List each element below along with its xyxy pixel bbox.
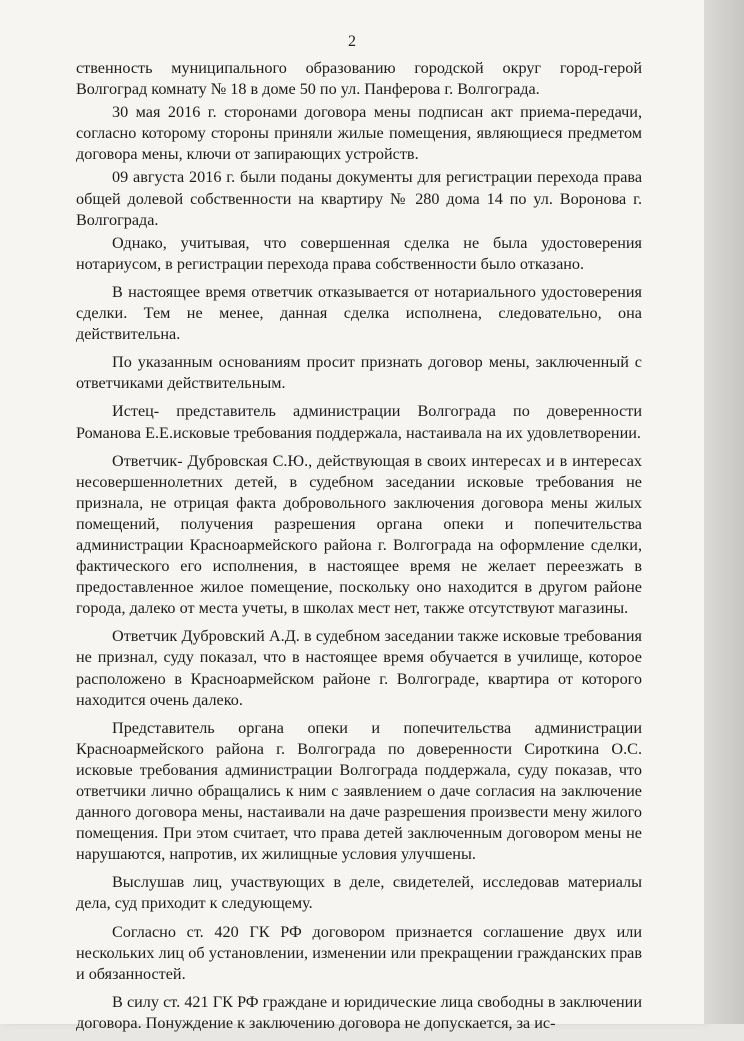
paragraph: В силу ст. 421 ГК РФ граждане и юридические лица свободны в заключении договора. Понуждение к заключению договора не допускается, за ис- xyxy=(76,992,642,1032)
paragraph: Однако, учитывая, что совершенная сделка не была удостоверения нотариусом, в регистрации перехода права собственности было отказано. xyxy=(76,233,642,273)
paragraph: 30 мая 2016 г. сторонами договора мены подписан акт приема-передачи, согласно которому стороны приняли жилые помещения, являющиеся предметом договора мены, ключи от запирающих устройств. xyxy=(76,103,642,164)
paragraph: Ответчик Дубровский А.Д. в судебном заседании также исковые требования не признал, суду показал, что в настоящее время обучается в училище, которое расположено в Красноармейском районе г. Волгограде, квартира от которого находится очень далеко. xyxy=(76,627,642,709)
paragraph: Согласно ст. 420 ГК РФ договором признается соглашение двух или нескольких лиц об установлении, изменении или прекращении гражданских прав и обязанностей. xyxy=(76,922,642,983)
paragraph: 09 августа 2016 г. были поданы документы для регистрации перехода права общей долевой собственности на квартиру № 280 дома 14 по ул. Воронова г. Волгограда. xyxy=(76,168,642,229)
paragraph: Истец- представитель администрации Волгограда по доверенности Романова Е.Е.исковые требования поддержала, настаивала на их удовлетворении. xyxy=(76,402,642,442)
paragraph: Представитель органа опеки и попечительства администрации Красноармейского района г. Волгограда по доверенности Сироткина О.С. исковые требования администрации Волгограда поддержала, суду показав, что ответчики лично обращались к ним с заявлением о даче согласия на заключение данного договора мены, настаивали на даче разрешения произвести мену жилого помещения. При этом считает, что права детей заключенным договором мены не нарушаются, напротив, их жилищные условия улучшены. xyxy=(76,718,642,864)
scan-edge xyxy=(704,0,744,1024)
paragraph: По указанным основаниям просит признать договор мены, заключенный с ответчиками действительным. xyxy=(76,353,642,393)
document-body xyxy=(76,58,642,1041)
page-number: 2 xyxy=(348,33,356,50)
paragraph: Ответчик- Дубровская С.Ю., действующая в своих интересах и в интересах несовершеннолетних детей, в судебном заседании исковые требования не признала, не отрицая факта добровольного заключения договора мены жилых помещений, получения разрешения органа опеки и попечительства администрации Красноармейского района г. Волгограда на оформление сделки, фактического его исполнения, в настоящее время не желает переезжать в предоставленное жилое помещение, поскольку оно находится в другом районе города, далеко от места учеты, в школах мест нет, также отсутствуют магазины. xyxy=(76,451,642,618)
paragraph: ственность муниципального образованию городской округ город-герой Волгоград комнату № 18 в доме 50 по ул. Панферова г. Волгограда. xyxy=(76,59,642,99)
paragraph: Выслушав лиц, участвующих в деле, свидетелей, исследовав материалы дела, суд приходит к следующему. xyxy=(76,873,642,913)
paragraph: В настоящее время ответчик отказывается от нотариального удостоверения сделки. Тем не менее, данная сделка исполнена, следовательно, она действительна. xyxy=(76,282,642,344)
